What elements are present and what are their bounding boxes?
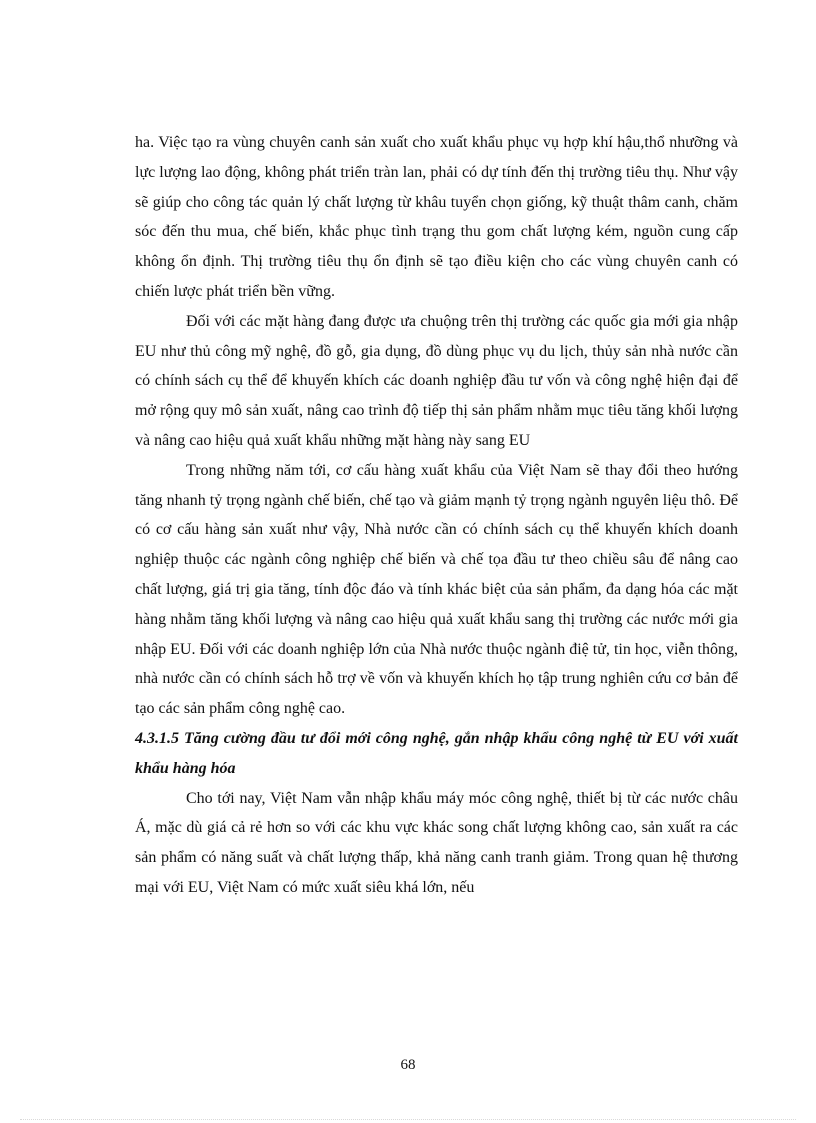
document-page: [135, 128, 738, 903]
paragraph-new-eu-members-products: Đối với các mặt hàng đang được ưa chuộng trên thị trường các quốc gia mới gia nhập EU như thủ công mỹ nghệ, đồ gỗ, gia dụng, đồ dùng phục vụ du lịch, thủy sản nhà nước cần có chính sách cụ thể để khuyến khích các doanh nghiệp đầu tư vốn và công nghệ hiện đại để mở rộng quy mô sản xuất, nâng cao trình độ tiếp thị sản phẩm nhằm mục tiêu tăng khối lượng và nâng cao hiệu quả xuất khẩu những mặt hàng này sang EU: [135, 312, 738, 449]
paragraph-technology-import: Cho tới nay, Việt Nam vẫn nhập khẩu máy móc công nghệ, thiết bị từ các nước châu Á, mặc dù giá cả rẻ hơn so với các khu vực khác song chất lượng không cao, sản xuất ra các sản phẩm có năng suất và chất lượng thấp, khả năng canh tranh giảm. Trong quan hệ thương mại với EU, Việt Nam có mức xuất siêu khá lớn, nếu: [135, 789, 738, 896]
paragraph-export-structure: Trong những năm tới, cơ cấu hàng xuất khẩu của Việt Nam sẽ thay đổi theo hướng tăng nhanh tỷ trọng ngành chế biến, chế tạo và giảm mạnh tỷ trọng ngành nguyên liệu thô. Để có cơ cấu hàng sản xuất như vậy, Nhà nước cần có chính sách cụ thể khuyến khích doanh nghiệp thuộc các ngành công nghiệp chế biến và chế tọa đầu tư theo chiều sâu để nâng cao chất lượng, giá trị gia tăng, tính độc đáo và tính khác biệt của sản phẩm, đa dạng hóa các mặt hàng nhằm tăng khối lượng và nâng cao hiệu quả xuất khẩu sang thị trường các nước mới gia nhập EU. Đối với các doanh nghiệp lớn của Nhà nước thuộc ngành điệ tử, tin học, viễn thông, nhà nước cần có chính sách hỗ trợ về vốn và khuyến khích họ tập trung nghiên cứu cơ bản để tạo các sản phẩm công nghệ cao.: [135, 461, 738, 718]
page-number: 68: [400, 1057, 416, 1073]
section-heading: 4.3.1.5 Tăng cường đầu tư đổi mới công nghệ, gắn nhập khẩu công nghệ từ EU với xuất khẩu hàng hóa: [135, 729, 738, 777]
page-bottom-divider: [20, 1119, 796, 1120]
paragraph-continued: ha. Việc tạo ra vùng chuyên canh sản xuất cho xuất khẩu phục vụ hợp khí hậu,thổ nhưỡng và lực lượng lao động, không phát triển tràn lan, phải có dự tính đến thị trường tiêu thụ. Như vậy sẽ giúp cho công tác quản lý chất lượng từ khâu tuyển chọn giống, kỹ thuật thâm canh, chăm sóc đến thu mua, chế biến, khắc phục tình trạng thu gom chất lượng kém, nguồn cung cấp không ổn định. Thị trường tiêu thụ ổn định sẽ tạo điều kiện cho các vùng chuyên canh có chiến lược phát triển bền vững.: [135, 134, 738, 300]
